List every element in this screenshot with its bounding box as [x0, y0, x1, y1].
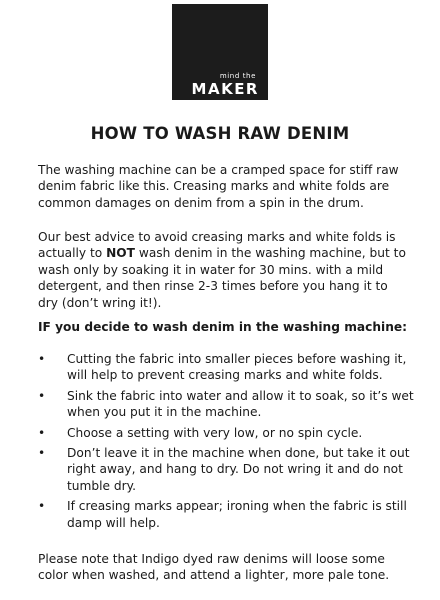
list-item [38, 425, 418, 441]
advice-paragraph [38, 229, 410, 311]
bullet-icon: • [38, 446, 46, 461]
page-title: HOW TO WASH RAW DENIM [90, 124, 350, 143]
bullet-icon: • [38, 388, 46, 403]
brand-logo [172, 4, 268, 100]
machine-wash-tips-list [38, 351, 418, 535]
bullet-icon: • [38, 425, 46, 440]
list-item [38, 498, 418, 531]
list-item [38, 388, 418, 421]
list-item-text: Don’t leave it in the machine when done, but take it out right away, and hang to dry. Do not wring it and do not tumble dry. [67, 446, 410, 493]
list-item-text: Sink the fabric into water and allow it to soak, so it’s wet when you put it in the machine. [67, 388, 414, 420]
advice-text-after: wash denim in the washing machine, but to wash only by soaking it in water for 30 mins. with a mild detergent, and then rinse 2-3 times before you hang it to dry (don’t wring it!). [38, 246, 406, 310]
advice-text-before: Our best advice to avoid creasing marks and white folds is actually to [38, 230, 396, 261]
bullet-icon: • [38, 352, 46, 366]
list-item-text: If creasing marks appear; ironing when the fabric is still damp will help. [67, 499, 407, 530]
intro-paragraph: The washing machine can be a cramped space for stiff raw denim fabric like this. Creasing marks and white folds are common damages on denim from a spin in the drum. [38, 163, 399, 210]
list-item [38, 351, 418, 384]
list-item-text: Cutting the fabric into smaller pieces before washing it, will help to prevent creasing marks and white folds. [67, 352, 407, 383]
logo-big-text: MAKER [191, 80, 259, 98]
advice-emphasis: NOT [106, 246, 135, 261]
machine-wash-subheading: IF you decide to wash denim in the washing machine: [38, 320, 408, 334]
list-item-text: Choose a setting with very low, or no spin cycle. [67, 425, 363, 440]
logo-small-text: mind the [219, 72, 256, 80]
list-item [38, 445, 418, 494]
color-note-paragraph: Please note that Indigo dyed raw denims will loose some color when washed, and attend a lighter, more pale tone. [38, 552, 390, 583]
bullet-icon: • [38, 499, 46, 514]
